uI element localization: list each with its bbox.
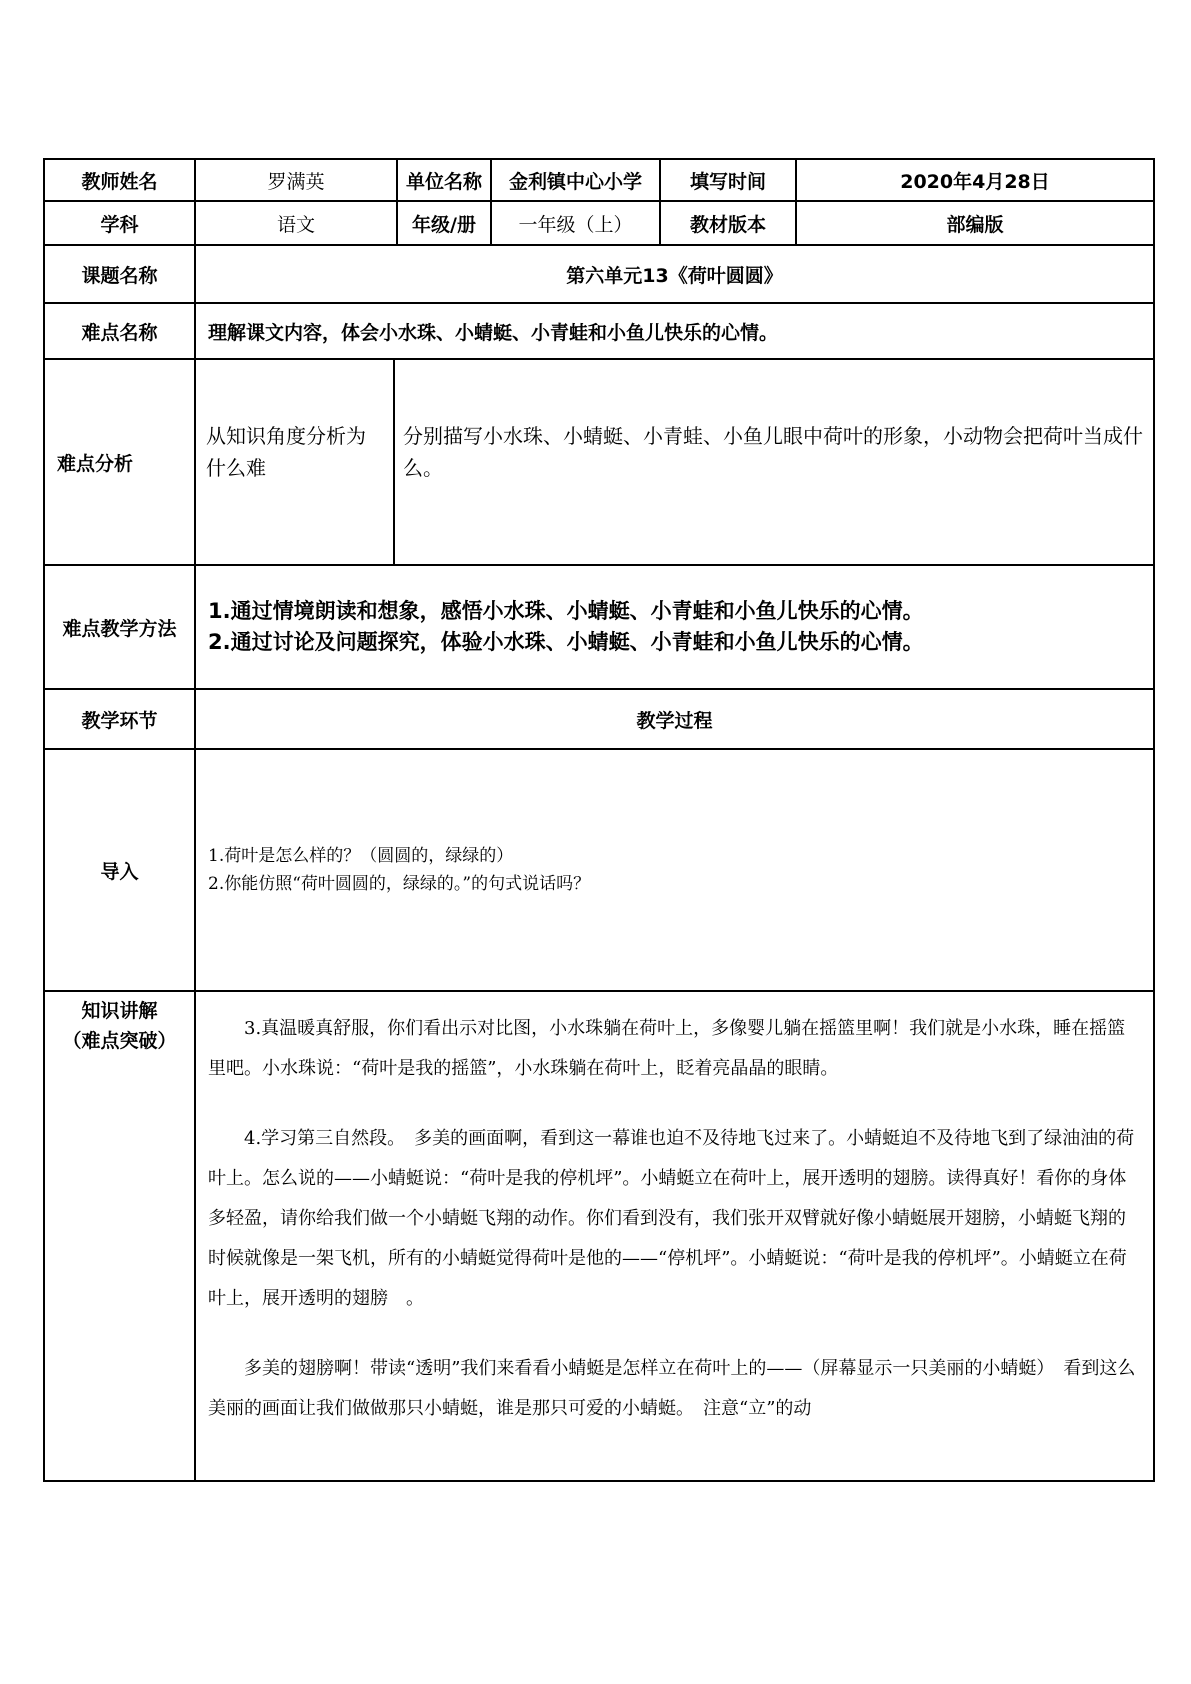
topic-row bbox=[44, 245, 1154, 303]
knowledge-paragraph: 3.真温暖真舒服，你们看出示对比图，小水珠躺在荷叶上，多像婴儿躺在摇篮里啊！我们就是小水珠，睡在摇篮里吧。小水珠说：“荷叶是我的摇篮”，小水珠躺在荷叶上，眨着亮晶晶的眼睛。 bbox=[208, 1018, 1126, 1079]
subject-value: 语文 bbox=[195, 201, 397, 245]
intro-line: 2.你能仿照“荷叶圆圆的，绿绿的。”的句式说话吗？ bbox=[208, 874, 591, 894]
difficulty-label: 难点名称 bbox=[44, 303, 195, 359]
teacher-label: 教师姓名 bbox=[44, 159, 195, 201]
process-header: 教学过程 bbox=[195, 689, 1154, 749]
difficulty-value: 理解课文内容，体会小水珠、小蜻蜓、小青蛙和小鱼儿快乐的心情。 bbox=[195, 303, 1154, 359]
unit-label: 单位名称 bbox=[397, 159, 491, 201]
stage-header: 教学环节 bbox=[44, 689, 195, 749]
subject-label: 学科 bbox=[44, 201, 195, 245]
grade-value: 一年级（上） bbox=[491, 201, 660, 245]
knowledge-label bbox=[44, 991, 195, 1481]
analysis-row bbox=[44, 359, 1154, 565]
method-item: 2.通过讨论及问题探究，体验小水珠、小蜻蜓、小青蛙和小鱼儿快乐的心情。 bbox=[208, 630, 924, 654]
method-row bbox=[44, 565, 1154, 689]
analysis-sublabel: 从知识角度分析为什么难 bbox=[195, 359, 394, 565]
intro-line: 1.荷叶是怎么样的？（圆圆的，绿绿的） bbox=[208, 846, 514, 866]
topic-label: 课题名称 bbox=[44, 245, 195, 303]
info-row-2 bbox=[44, 201, 1154, 245]
process-header-row bbox=[44, 689, 1154, 749]
lesson-plan-table bbox=[43, 158, 1155, 1482]
date-label: 填写时间 bbox=[660, 159, 796, 201]
knowledge-paragraph: 多美的翅膀啊！带读“透明”我们来看看小蜻蜓是怎样立在荷叶上的——（屏幕显示一只美丽的小蜻蜓） 看到这么美丽的画面让我们做做那只小蜻蜓，谁是那只可爱的小蜻蜓。 注意“立”的动 bbox=[208, 1358, 1136, 1419]
edition-value: 部编版 bbox=[796, 201, 1154, 245]
knowledge-row bbox=[44, 991, 1154, 1481]
method-label: 难点教学方法 bbox=[44, 565, 195, 689]
edition-label: 教材版本 bbox=[660, 201, 796, 245]
analysis-value: 分别描写小水珠、小蜻蜓、小青蛙、小鱼儿眼中荷叶的形象，小动物会把荷叶当成什么。 bbox=[394, 359, 1154, 565]
intro-content bbox=[195, 749, 1154, 991]
teacher-value: 罗满英 bbox=[195, 159, 397, 201]
intro-label: 导入 bbox=[44, 749, 195, 991]
grade-label: 年级/册 bbox=[397, 201, 491, 245]
intro-row bbox=[44, 749, 1154, 991]
analysis-label: 难点分析 bbox=[44, 359, 195, 565]
unit-value: 金利镇中心小学 bbox=[491, 159, 660, 201]
info-row-1 bbox=[44, 159, 1154, 201]
knowledge-label-line1: 知识讲解 bbox=[81, 1000, 158, 1022]
knowledge-content bbox=[195, 991, 1154, 1481]
knowledge-label-line2: （难点突破） bbox=[62, 1030, 177, 1052]
method-list bbox=[195, 565, 1154, 689]
knowledge-paragraph: 4.学习第三自然段。 多美的画面啊，看到这一幕谁也迫不及待地飞过来了。小蜻蜓迫不及待地飞到了绿油油的荷叶上。怎么说的——小蜻蜓说：“荷叶是我的停机坪”。小蜻蜓立在荷叶上，展开透明的翅膀。读得真好！看你的身体多轻盈，请你给我们做一个小蜻蜓飞翔的动作。你们看到没有，我们张开双臂就好像小蜻蜓展开翅膀，小蜻蜓飞翔的时候就像是一架飞机，所有的小蜻蜓觉得荷叶是他的——“停机坪”。小蜻蜓说：“荷叶是我的停机坪”。小蜻蜓立在荷叶上，展开透明的翅膀 。 bbox=[208, 1128, 1135, 1309]
topic-value: 第六单元13《荷叶圆圆》 bbox=[195, 245, 1154, 303]
date-value: 2020年4月28日 bbox=[796, 159, 1154, 201]
difficulty-row bbox=[44, 303, 1154, 359]
method-item: 1.通过情境朗读和想象，感悟小水珠、小蜻蜓、小青蛙和小鱼儿快乐的心情。 bbox=[208, 599, 924, 623]
